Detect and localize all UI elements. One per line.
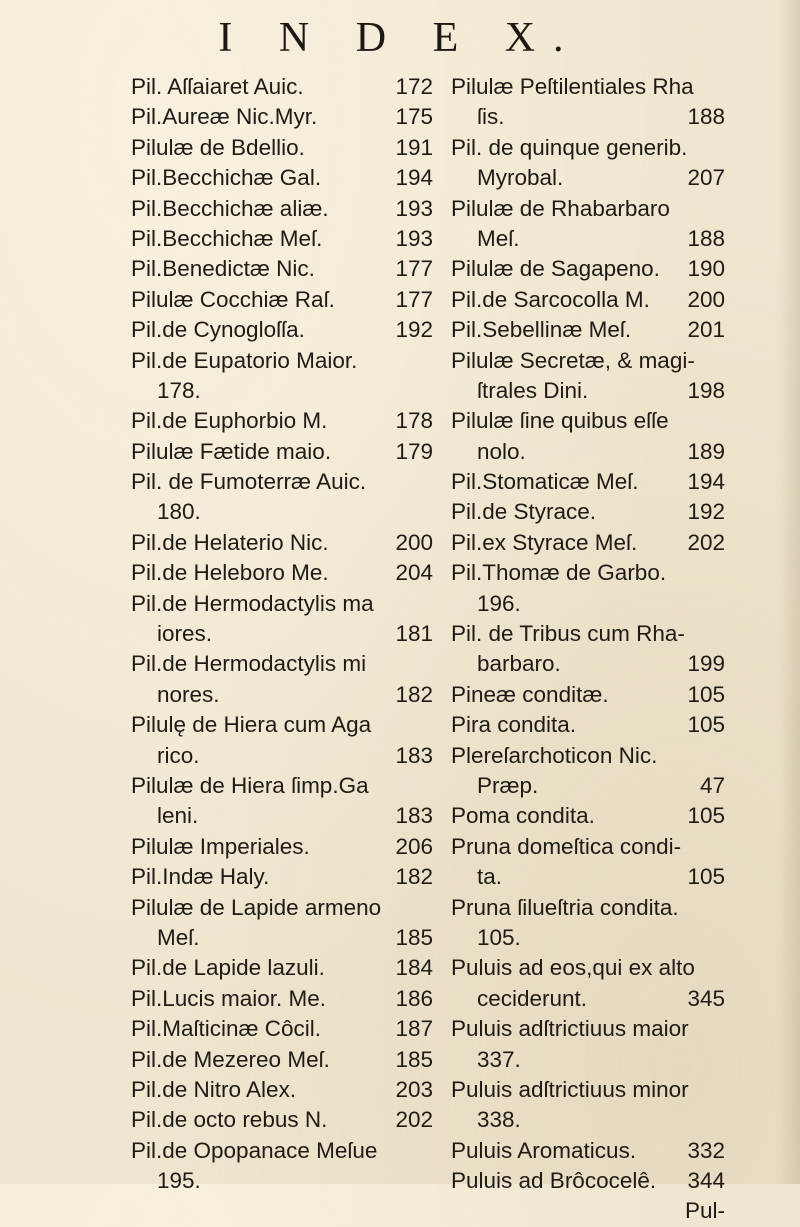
index-entry [131,1075,433,1105]
entry-page-number: 184 [395,955,433,981]
entry-page-number: 345 [687,985,725,1011]
entry-page-number: 181 [395,621,433,647]
index-entry [131,1166,433,1196]
index-entry [451,406,725,436]
entry-page-number: 200 [687,286,725,312]
entry-text: Pil.de Lapide lazuli. [131,955,325,981]
entry-page-number: 202 [395,1107,433,1133]
entry-text: Pil.de Mezereo Meſ. [131,1046,330,1072]
index-entry [451,1196,725,1226]
entry-text: Pilulæ Imperiales. [131,833,310,859]
entry-text: Pil.Becchichæ Meſ. [131,225,323,251]
index-entry [131,315,433,345]
page-header: I N D E X. [218,15,582,61]
index-entry [451,1075,725,1105]
entry-page-number: 182 [395,681,433,707]
index-entry [131,680,433,710]
entry-text: Pilulæ Cocchiæ Raſ. [131,286,335,312]
index-entry [451,649,725,679]
index-entry [131,72,433,102]
index-entry [451,923,725,953]
index-entry [451,771,725,801]
index-entry [451,893,725,923]
entry-text: ta. [477,864,503,890]
index-entry [131,589,433,619]
entry-text: Pil.Lucis maior. Me. [131,985,327,1011]
entry-text: Pil. Aſſaiaret Auic. [131,74,304,99]
entry-text: Poma condita. [451,803,595,829]
entry-page-number: 188 [687,225,725,251]
entry-page-number: 344 [687,1168,725,1194]
entry-text: Pilulæ Peſtilentiales Rha [451,74,694,99]
index-entry [131,558,433,588]
entry-text: Pil.de octo rebus N. [131,1107,328,1133]
index-entry [131,710,433,740]
entry-text: 337. [477,1046,521,1072]
index-entry [131,163,433,193]
entry-page-number: 177 [395,256,433,282]
index-entry [131,1045,433,1075]
entry-page-number: 105 [687,803,725,829]
index-entry [131,224,433,254]
entry-text: Pilulæ de Bdellio. [131,134,305,160]
entry-page-number: 332 [687,1137,725,1163]
entry-page-number: 194 [687,469,725,495]
entry-text: Pil. de quinque generib. [451,134,688,160]
entry-page-number: 207 [687,165,725,191]
index-entry [451,315,725,345]
entry-text: nolo. [477,438,526,464]
entry-text: 338. [477,1107,521,1133]
entry-page-number: 202 [687,529,725,555]
index-entry [451,741,725,771]
index-entry [451,832,725,862]
index-entry [131,528,433,558]
index-entry [451,1166,725,1196]
index-entry [131,1136,433,1166]
entry-text: leni. [157,803,199,829]
index-entry [451,437,725,467]
entry-text: Pilulæ Secretæ, & magi- [451,347,695,373]
entry-page-number: 105 [687,681,725,707]
page-edge-shadow [778,0,800,1184]
index-entry [451,163,725,193]
index-entry [451,224,725,254]
index-entry [131,801,433,831]
entry-text: Meſ. [477,225,520,251]
index-entry [131,102,433,132]
entry-text: Pil.de Helaterio Nic. [131,529,329,555]
entry-text: Pilulæ de Rhabarbaro [451,195,670,221]
index-entry [451,680,725,710]
index-entry [131,771,433,801]
entry-page-number: 189 [687,438,725,464]
entry-page-number: 187 [395,1016,433,1042]
index-entry [451,1045,725,1075]
entry-text: barbaro. [477,651,561,677]
entry-page-number: 193 [395,225,433,251]
entry-text: Pil.Indæ Haly. [131,864,270,890]
entry-text: 196. [477,590,521,616]
entry-page-number: 192 [395,317,433,343]
entry-page-number: 203 [395,1076,433,1102]
entry-text: Pil.de Eupatorio Maior. [131,347,358,373]
index-entry [131,194,433,224]
index-entry [451,589,725,619]
index-entry [131,133,433,163]
entry-text: Puluis Aromaticus. [451,1137,637,1163]
entry-page-number: 188 [687,104,725,130]
catchword: Pul- [684,1198,725,1224]
entry-page-number: 105 [687,864,725,890]
index-entry [451,72,725,102]
entry-text: Pil.Thomæ de Garbo. [451,560,667,586]
entry-text: Pil. de Tribus cum Rha- [451,621,685,647]
entry-page-number: 175 [395,104,433,130]
entry-text: Pil.Becchichæ aliæ. [131,195,329,221]
entry-page-number: 194 [395,165,433,191]
entry-page-number: 192 [687,499,725,525]
entry-text: Pil.ex Styrace Meſ. [451,529,638,555]
entry-page-number: 200 [395,529,433,555]
entry-text: Pineæ conditæ. [451,681,609,707]
index-entry [451,497,725,527]
index-entry [131,406,433,436]
index-entry [131,346,433,376]
entry-text: Pruna domeſtica condi- [451,833,682,859]
index-entry [451,194,725,224]
entry-page-number: 177 [395,286,433,312]
entry-text: Puluis ad Brôcocelê. [451,1168,657,1194]
entry-text: 105. [477,924,521,950]
entry-text: Plereſarchoticon Nic. [451,742,658,768]
entry-page-number: 185 [395,924,433,950]
entry-text: nores. [157,681,220,707]
entry-text: Pruna ſilueſtria condita. [451,894,679,920]
index-entry [131,285,433,315]
index-entry [451,984,725,1014]
index-entry [451,801,725,831]
index-entry [451,376,725,406]
entry-page-number: 190 [687,256,725,282]
entry-text: Pil.de Sarcocolla M. [451,286,650,312]
index-entry [131,741,433,771]
index-entry [131,953,433,983]
entry-text: Pil. de Fumoterræ Auic. [131,469,367,495]
index-column-left [131,72,433,1196]
entry-text: Pil.Stomaticæ Meſ. [451,469,639,495]
entry-text: Pilulæ de Hiera ſimp.Ga [131,772,369,798]
entry-page-number: 191 [395,134,433,160]
index-entry [451,619,725,649]
entry-text: Pil.de Hermodactylis ma [131,590,374,616]
index-entry [131,862,433,892]
index-entry [451,710,725,740]
entry-text: Præp. [477,772,539,798]
index-entry [131,437,433,467]
entry-text: Myrobal. [477,165,564,191]
entry-page-number: 172 [395,74,433,99]
entry-text: iores. [157,621,213,647]
index-entry [451,862,725,892]
index-entry [451,1014,725,1044]
entry-text: Pil.de Euphorbio M. [131,408,328,434]
entry-text: Pil.Aureæ Nic.Myr. [131,104,318,130]
index-entry [131,923,433,953]
entry-text: rico. [157,742,200,768]
entry-text: Pilulæ de Lapide armeno [131,894,382,920]
entry-page-number: 178 [395,408,433,434]
entry-page-number: 185 [395,1046,433,1072]
entry-text: Puluis adſtrictiuus minor [451,1076,689,1102]
entry-text: Pil.de Nitro Alex. [131,1076,297,1102]
entry-text: Pil.Sebellinæ Meſ. [451,317,632,343]
entry-text: ſis. [477,104,505,130]
index-entry [451,1105,725,1135]
index-entry [451,1136,725,1166]
index-entry [451,102,725,132]
entry-text: Pil.de Heleboro Me. [131,560,329,586]
entry-text: Meſ. [157,924,200,950]
entry-text: 180. [157,499,201,525]
index-entry [131,649,433,679]
entry-page-number: 206 [395,833,433,859]
entry-page-number: 198 [687,377,725,403]
index-entry [451,558,725,588]
entry-page-number: 186 [395,985,433,1011]
entry-text: Pil.de Hermodactylis mi [131,651,367,677]
index-entry [131,893,433,923]
entry-text: Pil.Becchichæ Gal. [131,165,322,191]
entry-page-number: 204 [395,560,433,586]
index-entry [451,528,725,558]
entry-text: Pilulæ ſine quibus eſſe [451,408,669,434]
index-entry [131,254,433,284]
index-entry [451,285,725,315]
entry-page-number: 182 [395,864,433,890]
entry-page-number: 199 [687,651,725,677]
entry-page-number: 183 [395,742,433,768]
entry-text: Pilulę de Hiera cum Aga [131,712,372,738]
entry-page-number: 183 [395,803,433,829]
entry-text: Pil.Benedictæ Nic. [131,256,315,282]
index-column-right [451,72,725,1227]
entry-text: 195. [157,1168,201,1194]
index-entry [451,467,725,497]
entry-text: Pil.de Cynogloſſa. [131,317,305,343]
index-entry [131,1014,433,1044]
entry-text: ceciderunt. [477,985,588,1011]
index-entry [451,133,725,163]
index-entry [131,497,433,527]
entry-page-number: 179 [395,438,433,464]
entry-page-number: 47 [699,772,725,798]
entry-text: Pira condita. [451,712,577,738]
index-entry [451,346,725,376]
index-entry [131,832,433,862]
entry-text: Pilulæ Fætide maio. [131,438,332,464]
index-entry [451,953,725,983]
index-entry [131,376,433,406]
entry-text: Pil.de Styrace. [451,499,597,525]
index-entry [131,619,433,649]
index-entry [451,254,725,284]
entry-text: Pil.Maſticinæ Côcil. [131,1016,322,1042]
entry-text: Pilulæ de Sagapeno. [451,256,660,282]
entry-text: ſtrales Dini. [477,377,589,403]
entry-page-number: 193 [395,195,433,221]
index-entry [131,467,433,497]
entry-text: Pil.de Opopanace Meſue [131,1137,378,1163]
entry-text: Puluis adſtrictiuus maior [451,1016,689,1042]
index-entry [131,1105,433,1135]
index-entry [131,984,433,1014]
entry-page-number: 201 [687,317,725,343]
entry-page-number: 105 [687,712,725,738]
entry-text: 178. [157,377,201,403]
entry-text: Puluis ad eos,qui ex alto [451,955,695,981]
